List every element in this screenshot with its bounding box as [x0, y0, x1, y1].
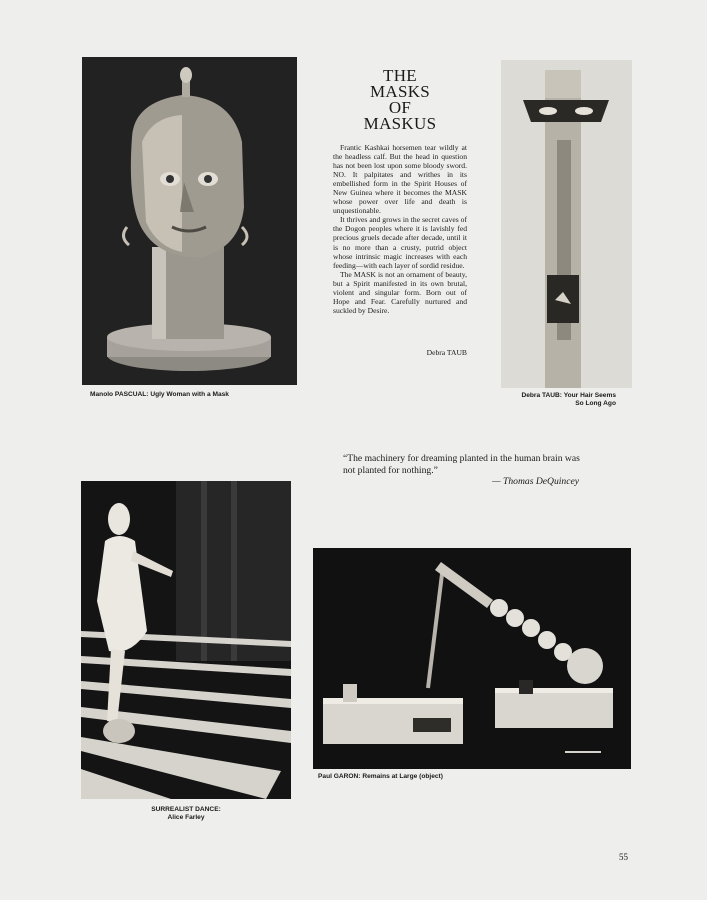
caption-garon: Paul GARON: Remains at Large (object): [318, 773, 443, 780]
caption-line: So Long Ago: [575, 400, 616, 407]
photo-your-hair-seems-so-long-ago: [501, 60, 632, 388]
photo-ugly-woman-with-a-mask: [82, 57, 297, 385]
title-line: MASKUS: [363, 114, 437, 133]
title-line: OF: [388, 98, 412, 117]
article-title: [330, 68, 470, 132]
quote-attribution: — Thomas DeQuincey: [492, 476, 579, 487]
article-paragraph: The MASK is not an ornament of beauty, but a Spirit manifested in its own brutal, violent and singular form. Born out of Hope and Fear. Carefully nurtured and suckled by Desire.: [333, 269, 467, 315]
article-paragraph: It thrives and grows in the secret caves of the Dogon peoples where it is lavishly fed precious gruels decade after decade, until it is no more than a crusty, putrid object whose intrinsic magic increases with each feeding—with each layer of sordid residue.: [333, 215, 467, 270]
article-byline: Debra TAUB: [426, 348, 467, 357]
pull-quote: [343, 453, 583, 488]
caption-surrealist-dance: [126, 806, 246, 822]
title-line: MASKS: [369, 82, 431, 101]
quote-text: “The machinery for dreaming planted in the human brain was not planted for nothing.”: [343, 453, 580, 476]
caption-line: Debra TAUB: Your Hair Seems: [521, 392, 616, 399]
article-paragraph: Frantic Kashkai horsemen tear wildly at the headless calf. But the head in question has not been lost upon some bloody sword. NO. It palpitates and writhes in its embellished form in the Spirit Houses of New Guinea where it becomes the MASK whose power over life and death is unquestionable.: [333, 143, 467, 216]
caption-line: Alice Farley: [167, 814, 205, 821]
caption-pascual: Manolo PASCUAL: Ugly Woman with a Mask: [90, 391, 229, 398]
title-line: THE: [383, 66, 417, 85]
caption-taub: [505, 392, 616, 408]
caption-line: SURREALIST DANCE:: [151, 806, 221, 813]
photo-surrealist-dance: [81, 481, 291, 799]
photo-remains-at-large: [313, 548, 631, 769]
article-body: [333, 143, 467, 315]
page-number: 55: [619, 852, 628, 862]
